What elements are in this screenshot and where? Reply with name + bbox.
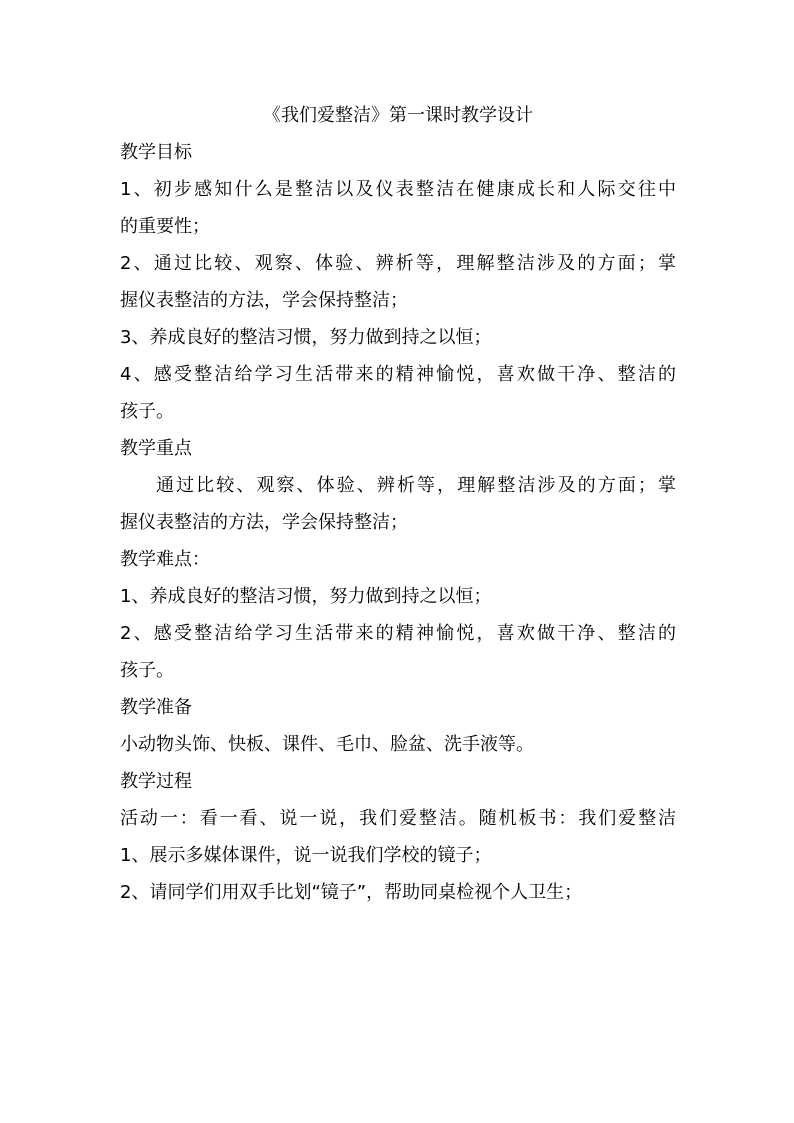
paragraph-line: 4、感受整洁给学习生活带来的精神愉悦，喜欢做干净、整洁的 — [120, 364, 676, 385]
section-heading-difficulties: 教学难点： — [120, 549, 210, 570]
paragraph-line: 活动一：看一看、说一说，我们爱整洁。随机板书：我们爱整洁 — [120, 808, 676, 829]
paragraph-line: 孩子。 — [120, 660, 174, 681]
paragraph-line: 2、通过比较、观察、体验、辨析等，理解整洁涉及的方面；掌 — [120, 253, 676, 274]
document-page — [120, 104, 676, 918]
document-title: 《我们爱整洁》第一课时教学设计 — [263, 105, 533, 126]
paragraph-line: 2、感受整洁给学习生活带来的精神愉悦，喜欢做干净、整洁的 — [120, 623, 676, 644]
paragraph-line: 孩子。 — [120, 401, 174, 422]
paragraph-line: 的重要性； — [120, 216, 210, 237]
paragraph-line: 通过比较、观察、体验、辨析等，理解整洁涉及的方面；掌 — [156, 475, 676, 496]
section-heading-process: 教学过程 — [120, 771, 192, 792]
paragraph-line: 2、请同学们用双手比划“镜子”，帮助同桌检视个人卫生； — [120, 882, 583, 903]
paragraph-line: 小动物头饰、快板、课件、毛巾、脸盆、洗手液等。 — [120, 734, 534, 755]
section-heading-objectives: 教学目标 — [120, 142, 192, 163]
section-heading-key-points: 教学重点 — [120, 438, 192, 459]
paragraph-line: 握仪表整洁的方法，学会保持整洁； — [120, 290, 408, 311]
paragraph-line: 1、展示多媒体课件，说一说我们学校的镜子； — [120, 845, 492, 866]
paragraph-line: 3、养成良好的整洁习惯，努力做到持之以恒； — [120, 327, 492, 348]
paragraph-line: 1、养成良好的整洁习惯，努力做到持之以恒； — [120, 586, 492, 607]
paragraph-line: 握仪表整洁的方法，学会保持整洁； — [120, 512, 408, 533]
paragraph-line: 1、初步感知什么是整洁以及仪表整洁在健康成长和人际交往中 — [120, 179, 676, 200]
section-heading-preparation: 教学准备 — [120, 697, 192, 718]
